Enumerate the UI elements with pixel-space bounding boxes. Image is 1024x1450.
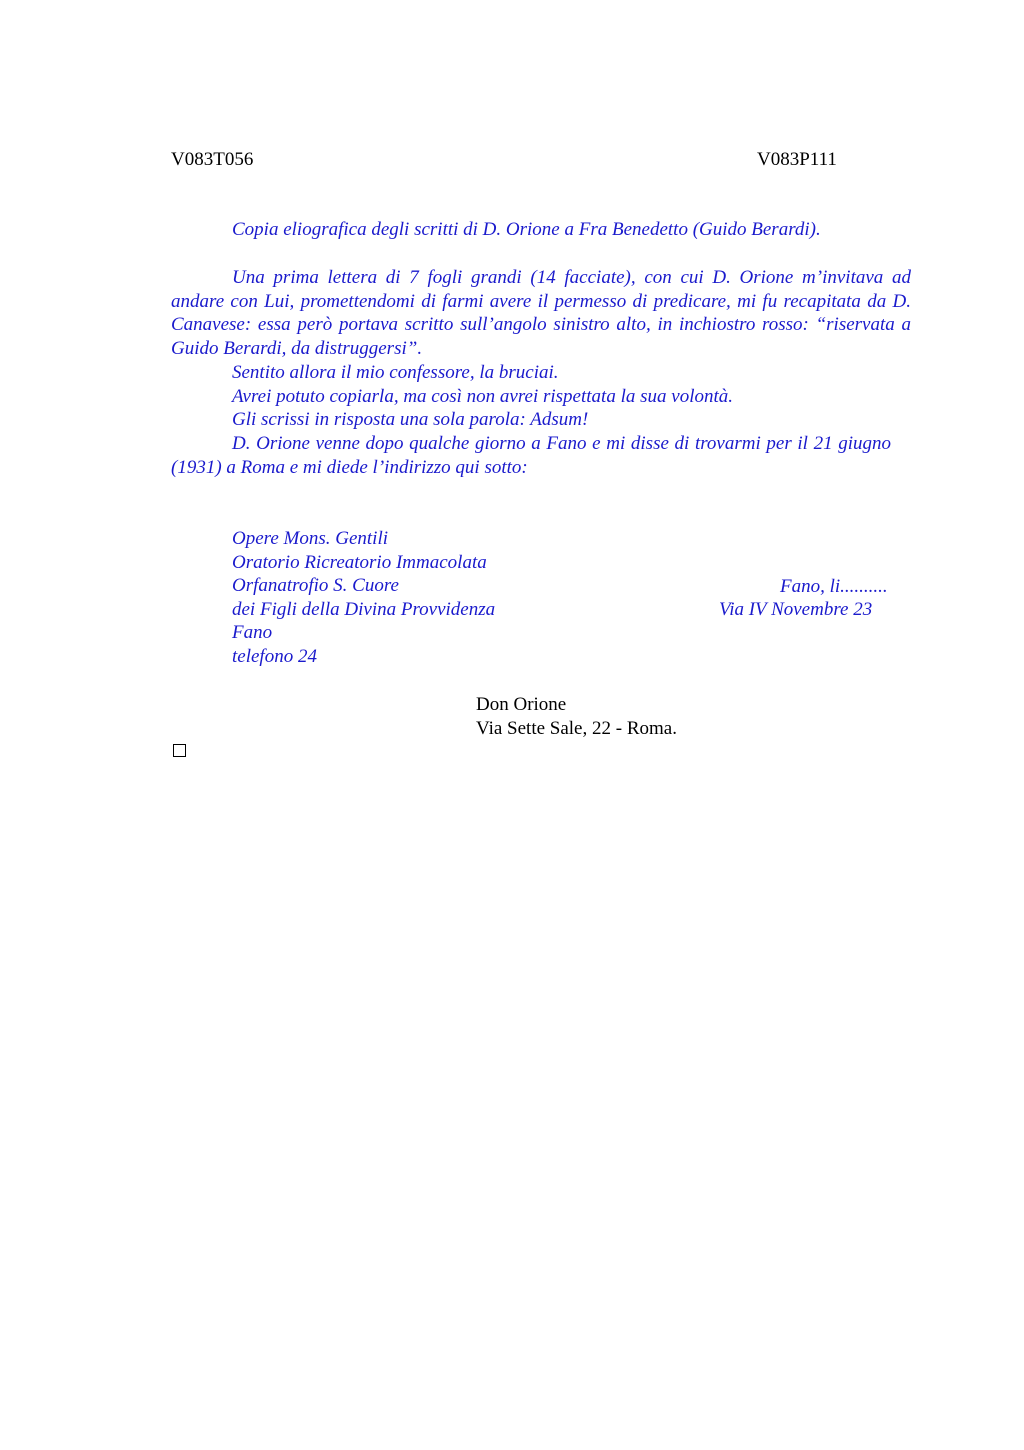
paragraph-confessor: Sentito allora il mio confessore, la bruciai. xyxy=(232,362,559,383)
paragraph-first-letter: Una prima lettera di 7 fogli grandi (14 facciate), con cui D. Orione m’invitava ad andare con Lui, promettendomi di farmi avere il permesso di predicare, mi fu recapitata da D. Canavese: essa però portava scritto sull’angolo sinistro alto, in inchiostro rosso: “riservata a Guido Berardi, da distruggersi”. xyxy=(171,267,911,359)
paragraph-visit-fano: D. Orione venne dopo qualche giorno a Fano e mi disse di trovarmi per il 21 giugno (1931) a Roma e mi diede l’indirizzo qui sotto: xyxy=(171,433,891,478)
letterhead-line: telefono 24 xyxy=(232,645,317,667)
short-lines xyxy=(232,361,733,432)
checkbox-icon xyxy=(173,744,186,757)
letterhead-line: Oratorio Ricreatorio Immacolata xyxy=(232,551,487,573)
letterhead-line: Orfanatrofio S. Cuore xyxy=(232,575,399,597)
document-title: Copia eliografica degli scritti di D. Orione a Fra Benedetto (Guido Berardi). xyxy=(232,219,821,240)
letterhead-line: Opere Mons. Gentili xyxy=(232,528,389,549)
place-date: Fano, li.......... xyxy=(780,576,888,597)
document-code-left: V083T056 xyxy=(171,149,254,170)
street-address: Via IV Novembre 23 xyxy=(719,599,873,620)
letterhead xyxy=(232,527,495,669)
paragraph-adsum: Gli scrissi in risposta una sola parola: Adsum! xyxy=(232,409,589,431)
letterhead-line: dei Figli della Divina Provvidenza xyxy=(232,598,496,620)
recipient-name: Don Orione xyxy=(476,694,567,715)
document-code-right: V083P111 xyxy=(757,149,837,170)
letterhead-line: Fano xyxy=(232,622,273,644)
recipient-address: Via Sette Sale, 22 - Roma. xyxy=(476,718,677,739)
paragraph-copy: Avrei potuto copiarla, ma così non avrei rispettata la sua volontà. xyxy=(232,385,733,407)
